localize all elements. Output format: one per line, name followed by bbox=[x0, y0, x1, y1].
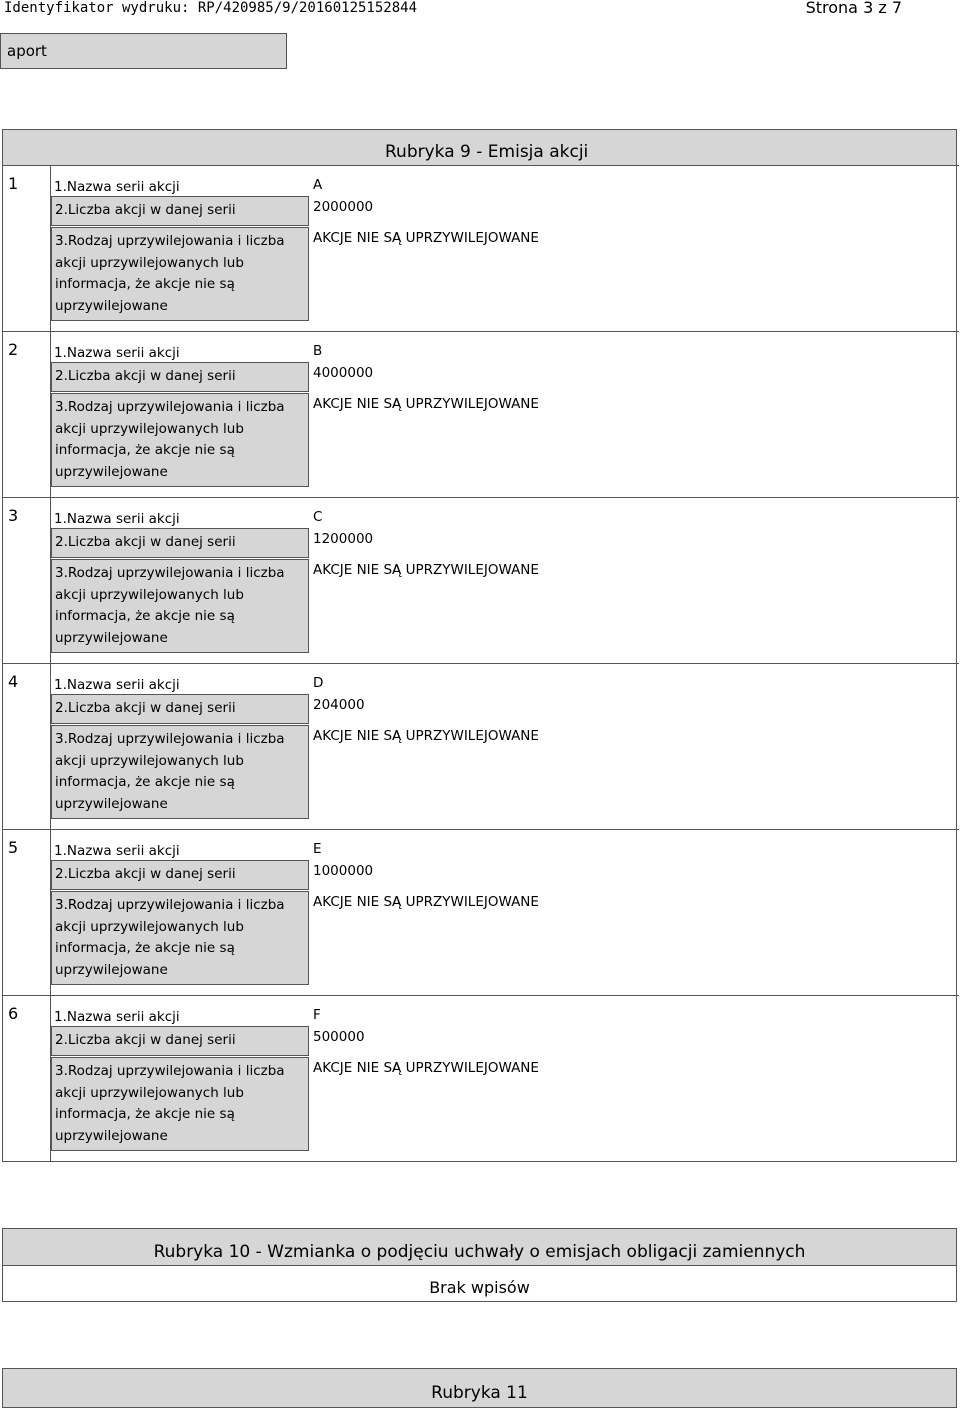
label-preference: 3.Rodzaj uprzywilejowania i liczba akcji uprzywilejowanych lub informacja, że akcje nie są uprzywilejowane bbox=[51, 227, 309, 321]
label-share-count: 2.Liczba akcji w danej serii bbox=[51, 196, 309, 226]
page-number: Strona 3 z 7 bbox=[805, 0, 902, 17]
preference-value: AKCJE NIE SĄ UPRZYWILEJOWANE bbox=[313, 230, 539, 246]
group-number bbox=[2, 332, 51, 498]
section-tab[interactable]: aport bbox=[0, 33, 287, 69]
emission-group bbox=[2, 829, 959, 996]
label-series-name: 1.Nazwa serii akcji bbox=[54, 345, 180, 361]
rubryka-10-title: Rubryka 10 - Wzmianka o podjęciu uchwały o emisjach obligacji zamiennych bbox=[3, 1229, 956, 1266]
group-number bbox=[2, 166, 51, 332]
preference-value: AKCJE NIE SĄ UPRZYWILEJOWANE bbox=[313, 728, 539, 744]
field-row-count bbox=[51, 362, 958, 392]
rubryka-11-title: Rubryka 11 bbox=[3, 1369, 956, 1407]
series-name-value: E bbox=[313, 841, 322, 857]
label-preference: 3.Rodzaj uprzywilejowania i liczba akcji uprzywilejowanych lub informacja, że akcje nie są uprzywilejowane bbox=[51, 393, 309, 487]
preference-value: AKCJE NIE SĄ UPRZYWILEJOWANE bbox=[313, 396, 539, 412]
field-row-count bbox=[51, 860, 958, 890]
print-identifier: Identyfikator wydruku: RP/420985/9/20160125152844 bbox=[4, 0, 418, 16]
group-number bbox=[2, 996, 51, 1162]
rubryka-9-title: Rubryka 9 - Emisja akcji bbox=[3, 130, 956, 166]
emission-group bbox=[2, 497, 959, 664]
group-number bbox=[2, 830, 51, 996]
label-preference: 3.Rodzaj uprzywilejowania i liczba akcji uprzywilejowanych lub informacja, że akcje nie są uprzywilejowane bbox=[51, 559, 309, 653]
label-series-name: 1.Nazwa serii akcji bbox=[54, 843, 180, 859]
preference-value: AKCJE NIE SĄ UPRZYWILEJOWANE bbox=[313, 562, 539, 578]
share-count-value: 2000000 bbox=[313, 199, 374, 215]
share-count-value: 500000 bbox=[313, 1029, 365, 1045]
group-number-text: 3 bbox=[8, 506, 19, 525]
field-row-preference bbox=[51, 227, 958, 321]
share-count-value: 1000000 bbox=[313, 863, 374, 879]
field-row-preference bbox=[51, 393, 958, 487]
group-number-text: 2 bbox=[8, 340, 19, 359]
emission-group bbox=[2, 331, 959, 498]
group-number-text: 5 bbox=[8, 838, 19, 857]
emission-group bbox=[2, 663, 959, 830]
field-row-count bbox=[51, 196, 958, 226]
share-count-value: 204000 bbox=[313, 697, 365, 713]
preference-value: AKCJE NIE SĄ UPRZYWILEJOWANE bbox=[313, 894, 539, 910]
field-row-preference bbox=[51, 1057, 958, 1151]
field-row-count bbox=[51, 1026, 958, 1056]
label-series-name: 1.Nazwa serii akcji bbox=[54, 511, 180, 527]
group-number-text: 1 bbox=[8, 174, 19, 193]
group-number-text: 4 bbox=[8, 672, 19, 691]
field-row-preference bbox=[51, 725, 958, 819]
series-name-value: B bbox=[313, 343, 323, 359]
share-count-value: 1200000 bbox=[313, 531, 374, 547]
group-number bbox=[2, 664, 51, 830]
group-number-text: 6 bbox=[8, 1004, 19, 1023]
label-share-count: 2.Liczba akcji w danej serii bbox=[51, 528, 309, 558]
label-share-count: 2.Liczba akcji w danej serii bbox=[51, 362, 309, 392]
field-row-preference bbox=[51, 559, 958, 653]
rubryka-11-section bbox=[2, 1368, 957, 1408]
group-number bbox=[2, 498, 51, 664]
emission-group bbox=[2, 995, 959, 1162]
label-share-count: 2.Liczba akcji w danej serii bbox=[51, 1026, 309, 1056]
share-count-value: 4000000 bbox=[313, 365, 374, 381]
series-name-value: A bbox=[313, 177, 323, 193]
series-name-value: C bbox=[313, 509, 323, 525]
label-series-name: 1.Nazwa serii akcji bbox=[54, 677, 180, 693]
label-series-name: 1.Nazwa serii akcji bbox=[54, 179, 180, 195]
field-row-count bbox=[51, 694, 958, 724]
label-preference: 3.Rodzaj uprzywilejowania i liczba akcji uprzywilejowanych lub informacja, że akcje nie są uprzywilejowane bbox=[51, 891, 309, 985]
label-share-count: 2.Liczba akcji w danej serii bbox=[51, 694, 309, 724]
label-series-name: 1.Nazwa serii akcji bbox=[54, 1009, 180, 1025]
emission-group bbox=[2, 165, 959, 332]
rubryka-10-body: Brak wpisów bbox=[429, 1278, 530, 1297]
rubryka-9-section bbox=[2, 129, 957, 1162]
field-row-count bbox=[51, 528, 958, 558]
rubryka-10-section bbox=[2, 1228, 957, 1302]
label-preference: 3.Rodzaj uprzywilejowania i liczba akcji uprzywilejowanych lub informacja, że akcje nie są uprzywilejowane bbox=[51, 1057, 309, 1151]
series-name-value: D bbox=[313, 675, 324, 691]
label-preference: 3.Rodzaj uprzywilejowania i liczba akcji uprzywilejowanych lub informacja, że akcje nie są uprzywilejowane bbox=[51, 725, 309, 819]
preference-value: AKCJE NIE SĄ UPRZYWILEJOWANE bbox=[313, 1060, 539, 1076]
field-row-preference bbox=[51, 891, 958, 985]
series-name-value: F bbox=[313, 1007, 321, 1023]
label-share-count: 2.Liczba akcji w danej serii bbox=[51, 860, 309, 890]
